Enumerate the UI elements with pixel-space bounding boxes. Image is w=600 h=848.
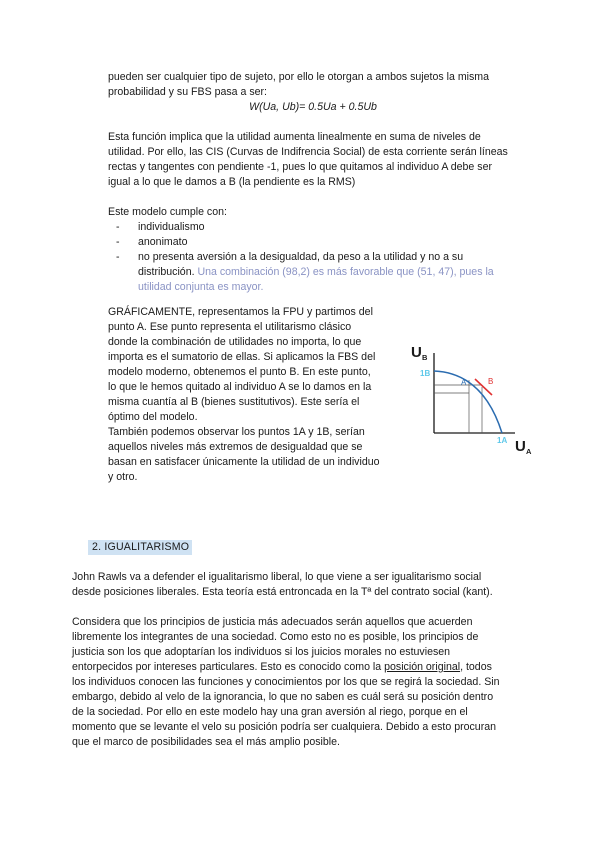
graphic-explanation [108, 305, 398, 485]
paragraph-line: que el marco de posibilidades sea el más amplio posible. [72, 736, 340, 748]
paragraph-line: igual a lo que le damos a B (la pendiente es la RMS) [108, 176, 356, 188]
model-intro: Este modelo cumple con: [108, 206, 227, 218]
graphic-line: basan en satisfacer únicamente la utilidad de un individuo [108, 456, 380, 468]
intro-block [108, 70, 518, 115]
intro-line: probabilidad y su FBS pasa a ser: [108, 86, 267, 98]
model-bullet-list [108, 220, 528, 295]
graphic-line: importa es el sumatorio de ellas. Si aplicamos la FBS del [108, 351, 376, 363]
paragraph-line: rectas y tangentes con pendiente -1, pues lo que quitamos al individuo A debe ser [108, 161, 492, 173]
paragraph-line: Esta función implica que la utilidad aumenta linealmente en suma de niveles de [108, 131, 481, 143]
paragraph-line: momento que se levante el velo su posición podría ser cualquiera. Debido a esto procuran [72, 721, 497, 733]
line-text: , todos [460, 661, 492, 673]
paragraph-line: los individuos conocen las funciones y conocimientos por los que se regirá la sociedad. Sin [72, 676, 500, 688]
bullet-text: distribución. [138, 266, 195, 278]
rawls-paragraph [72, 570, 532, 600]
list-item [108, 250, 528, 295]
example-note: Una combinación (98,2) es más favorable que (51, 47), pues la [197, 266, 494, 278]
graphic-line: donde la combinación de utilidades no importa, lo que [108, 336, 362, 348]
list-item: - anonimato [108, 235, 528, 250]
example-note: utilidad conjunta es mayor. [138, 281, 264, 293]
paragraph-line: utilidad. Por ello, las CIS (Curvas de Indifrencia Social) de esta corriente serán líneas [108, 146, 508, 158]
graphic-line: aquellos niveles más extremos de desigualdad que se [108, 441, 363, 453]
y-axis-label: U [411, 344, 422, 361]
fpu-graph [405, 335, 535, 460]
paragraph-line: Considera que los principios de justicia más adecuados serán aquellos que acuerden [72, 616, 473, 628]
x-axis-label-sub: A [526, 447, 532, 456]
line-text: entorpecidos por intereses particulares. Esto es conocido como la [72, 661, 382, 673]
paragraph-line: libremente los integrantes de una sociedad. Como esto no es posible, los principios de [72, 631, 479, 643]
bullet-text: no presenta aversión a la desigualdad, da peso a la utilidad y no a su [138, 251, 464, 263]
graphic-line: GRÁFICAMENTE, representamos la FPU y partimos del [108, 306, 373, 318]
graphic-line: óptimo del modelo. [108, 411, 198, 423]
graphic-line: lo que le hemos quitado al individuo A se lo damos en la [108, 381, 372, 393]
point-a-label: A [461, 378, 467, 387]
original-position-term: posición original [384, 661, 461, 673]
list-item: - individualismo [108, 220, 528, 235]
point-b-label: B [488, 377, 494, 386]
paragraph-line: de la sociedad. Por ello en este modelo hay una gran aversión al riego, porque en el [72, 706, 468, 718]
intro-line: pueden ser cualquier tipo de sujeto, por ello le otorgan a ambos sujetos la misma [108, 71, 490, 83]
point-1a-label: 1A [497, 436, 508, 445]
function-paragraph [108, 130, 528, 190]
paragraph-line: justicia son los que adoptarían los individuos si los juicios morales no estuviesen [72, 646, 451, 658]
model-section [108, 205, 528, 295]
y-axis-label-sub: B [422, 353, 428, 362]
graphic-line: punto A. Ese punto representa el utilitarismo clásico [108, 321, 352, 333]
graphic-line: y otro. [108, 471, 138, 483]
graphic-line: También podemos observar los puntos 1A y 1B, serían [108, 426, 365, 438]
point-1b-label: 1B [420, 369, 431, 378]
paragraph-line: embargo, debido al velo de la ignorancia, lo que no saben es cuál será su posición dentro [72, 691, 494, 703]
justice-paragraph [72, 615, 532, 750]
fbs-formula: W(Ua, Ub)= 0.5Ua + 0.5Ub [249, 101, 377, 113]
graphic-line: modelo moderno, obtenemos el punto B. En este punto, [108, 366, 371, 378]
x-axis-label: U [515, 438, 526, 455]
paragraph-line: John Rawls va a defender el igualitarismo liberal, lo que viene a ser igualitarismo social [72, 571, 482, 583]
paragraph-line: desde posiciones liberales. Esta teoría está entroncada en la Tª del contrato social (kant). [72, 586, 493, 598]
graphic-line: misma cuantía al B (bienes sustitutivos). Este sería el [108, 396, 360, 408]
paragraph-line [72, 660, 532, 675]
section-heading: 2. IGUALITARISMO [88, 540, 192, 555]
